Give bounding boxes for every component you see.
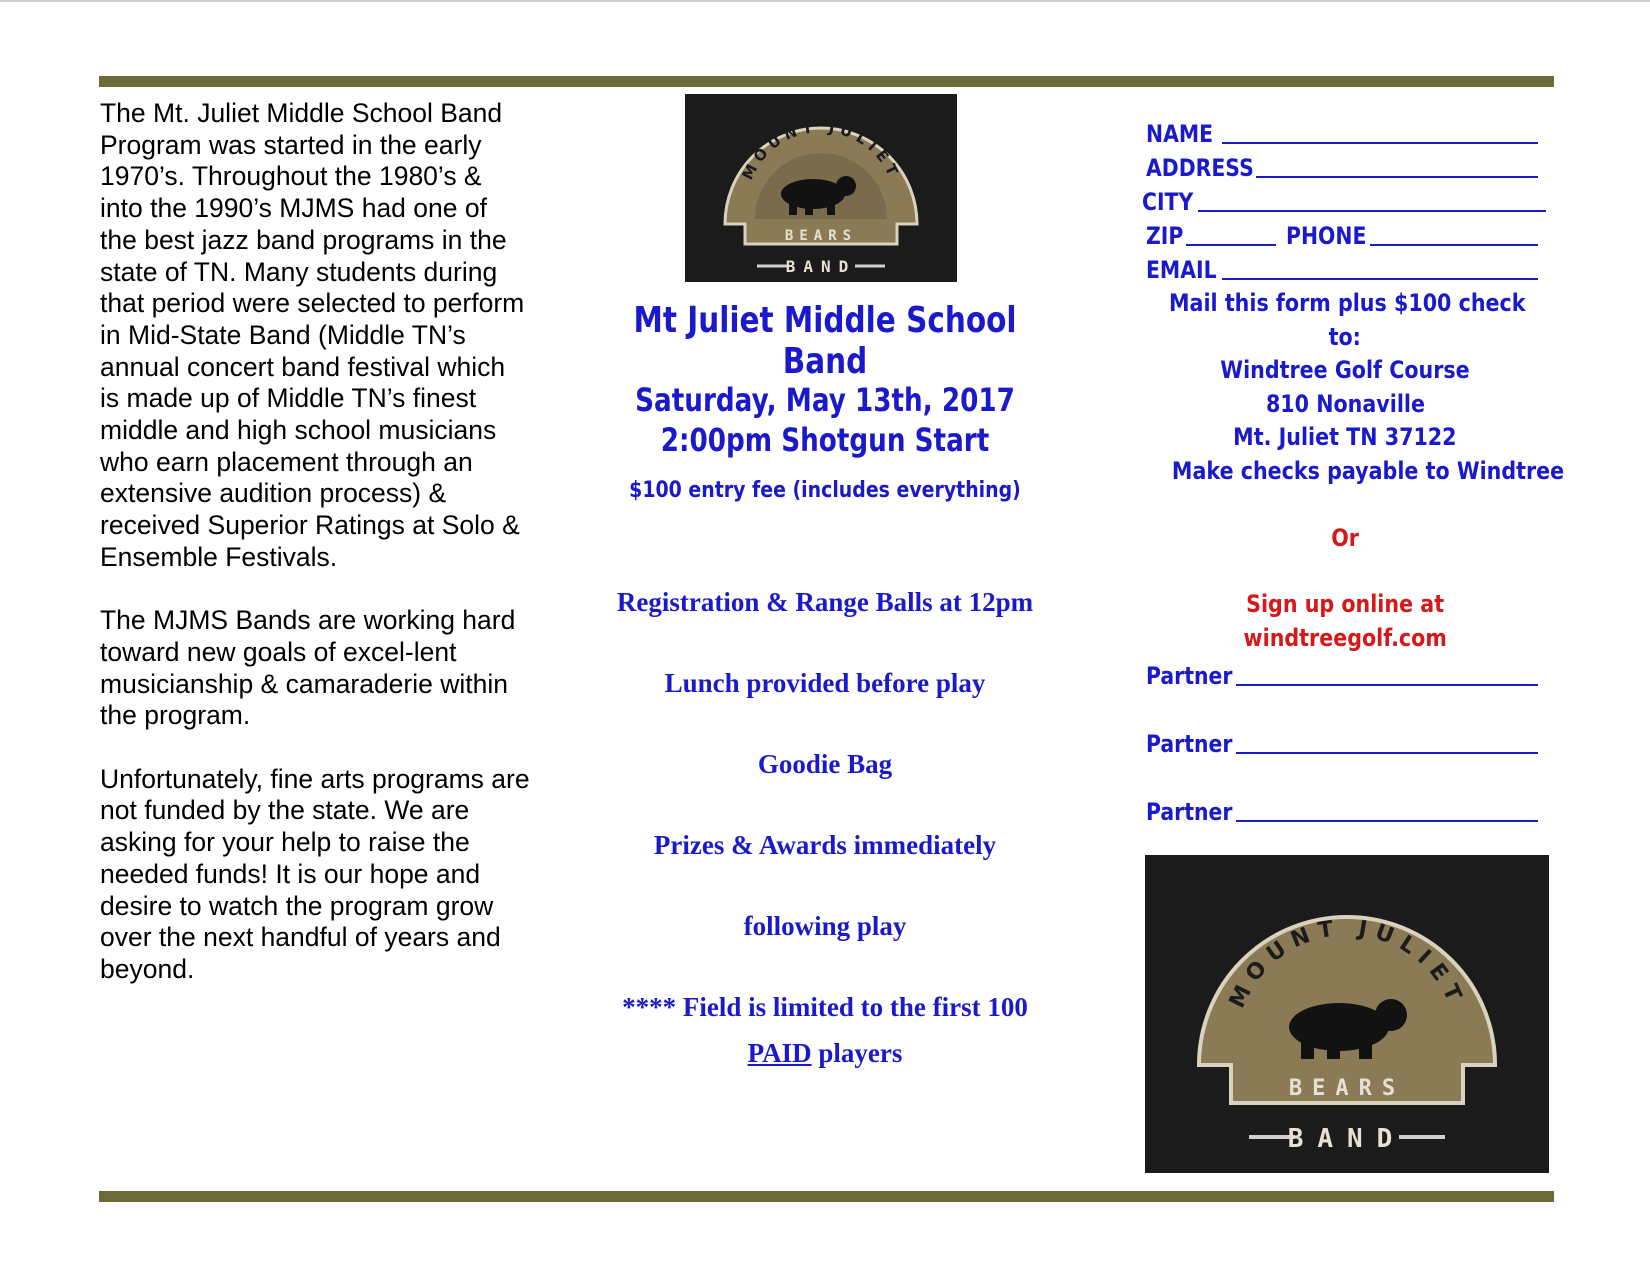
online-signup-label: Sign up online at (1246, 590, 1444, 618)
partner-field-2[interactable] (1146, 726, 1544, 758)
name-line[interactable] (1222, 142, 1538, 144)
email-line[interactable] (1222, 278, 1538, 280)
name-field[interactable] (1146, 116, 1544, 148)
goals-paragraph: The MJMS Bands are working hard toward new goals of excel-lent musicianship & camaraderie within the program. (100, 605, 516, 731)
event-detail-paid-players (560, 1038, 1090, 1069)
phone-label: PHONE (1286, 222, 1367, 250)
logo-band-text: BAND (785, 257, 857, 276)
address-field[interactable] (1146, 150, 1544, 182)
bottom-divider-rule (99, 1191, 1554, 1202)
partner-line[interactable] (1236, 752, 1538, 754)
bears-band-logo-art (1145, 855, 1549, 1173)
logo-arc-text: MOUNT JULIET (738, 117, 904, 183)
mailing-address-city: Mt. Juliet TN 37122 (1233, 423, 1457, 451)
logo-banner-text: BEARS (784, 228, 858, 244)
event-detail-prizes: Prizes & Awards immediately (653, 830, 997, 860)
city-line[interactable] (1198, 210, 1546, 212)
check-payable-note: Make checks payable to Windtree (1171, 456, 1565, 485)
partner-line[interactable] (1236, 684, 1538, 686)
mail-instructions (1140, 287, 1565, 488)
partner-label: Partner (1146, 662, 1233, 690)
zip-line[interactable] (1186, 244, 1276, 246)
event-detail-registration: Registration & Range Balls at 12pm (616, 587, 1034, 617)
mail-instruction-line: Mail this form plus $100 check (1169, 289, 1526, 317)
entry-fee: $100 entry fee (includes everything) (629, 478, 1021, 503)
zip-label: ZIP (1146, 222, 1184, 250)
funding-paragraph: Unfortunately, fine arts programs are not funded by the state. We are asking for your help to raise the needed funds! It is our hope and desire to watch the program grow over the next handful of years and beyond. (100, 763, 530, 984)
partner-label: Partner (1146, 730, 1233, 758)
event-start-time: 2:00pm Shotgun Start (660, 421, 990, 459)
bears-band-logo-large (1145, 855, 1549, 1173)
online-signup (1140, 588, 1550, 655)
bears-band-logo-small (685, 94, 957, 282)
event-datetime (608, 380, 1043, 460)
event-detail-field-limit: **** Field is limited to the first 100 (622, 992, 1028, 1022)
logo-band-text: BAND (1287, 1124, 1407, 1154)
name-label: NAME (1146, 120, 1214, 148)
email-label: EMAIL (1146, 256, 1217, 284)
zip-phone-field[interactable] (1146, 218, 1544, 250)
players-text: players (811, 1038, 903, 1068)
online-signup-link[interactable]: windtreegolf.com (1243, 623, 1447, 652)
or-text: Or (1331, 524, 1359, 552)
email-field[interactable] (1146, 252, 1544, 284)
partner-line[interactable] (1236, 820, 1538, 822)
event-detail-goodie-bag: Goodie Bag (757, 749, 893, 779)
mailing-address-venue: Windtree Golf Course (1220, 356, 1470, 384)
history-paragraph: The Mt. Juliet Middle School Band Program was started in the early 1970’s. Throughout the 1980’s & into the 1990’s MJMS had one of the best jazz band programs in the state of TN. Many students during that period were selected to perform in Mid-State Band (Middle TN’s annual concert band festival which is made up of Middle TN’s finest middle and high school musicians who earn placement through an extensive audition process) & received Superior Ratings at Solo & Ensemble Festivals. (100, 98, 525, 572)
history-text-column (100, 98, 530, 1017)
event-date: Saturday, May 13th, 2017 (635, 381, 1015, 419)
partner-field-3[interactable] (1146, 794, 1544, 826)
city-label: CITY (1142, 188, 1194, 216)
city-field[interactable] (1142, 184, 1546, 216)
mailing-address-street: 810 Nonaville (1265, 389, 1425, 418)
logo-arc-text: MOUNT JULIET (1224, 915, 1470, 1013)
top-divider-rule (99, 76, 1554, 87)
mail-instruction-to: to: (1328, 322, 1362, 351)
bears-band-logo-art (685, 94, 957, 282)
event-detail-lunch: Lunch provided before play (664, 668, 986, 698)
partner-field-1[interactable] (1146, 658, 1544, 690)
event-detail-following: following play (743, 911, 907, 941)
page-top-edge (0, 0, 1650, 2)
paid-emphasis: PAID (747, 1038, 812, 1068)
partner-label: Partner (1146, 798, 1233, 826)
phone-line[interactable] (1370, 244, 1538, 246)
address-line[interactable] (1256, 176, 1538, 178)
event-title: Mt Juliet Middle School Band (633, 300, 1017, 382)
or-separator (1140, 522, 1550, 556)
logo-banner-text: BEARS (1288, 1076, 1406, 1101)
address-label: ADDRESS (1146, 154, 1254, 182)
